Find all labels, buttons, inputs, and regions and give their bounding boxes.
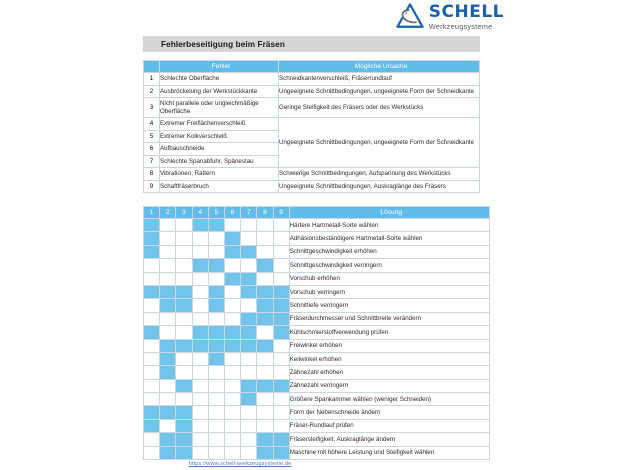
matrix-cell-r11-c9 [273,352,289,365]
matrix-cell-r9-c1 [144,326,160,339]
fault-description: Vibrationen, Rattern [160,168,279,181]
page-footer [0,452,620,470]
matrix-cell-r17-c7 [241,433,257,446]
matrix-column-header-9: 9 [273,207,289,219]
matrix-cell-r12-c8 [257,366,273,379]
matrix-cell-r15-c4 [192,406,208,419]
table-row [144,406,490,419]
matrix-column-header-3: 3 [176,207,192,219]
matrix-cell-r7-c8 [257,299,273,312]
schell-triangle-logo-icon [396,3,424,31]
matrix-cell-r1-c2 [160,219,176,232]
matrix-cell-r16-c5 [208,419,224,432]
matrix-column-header-2: 2 [160,207,176,219]
table-row [144,352,490,365]
matrix-cell-r5-c9 [273,272,289,285]
matrix-cell-r2-c3 [176,232,192,245]
matrix-cell-r4-c8 [257,259,273,272]
column-header-fault-label: Fehler [211,63,231,70]
matrix-cell-r17-c6 [224,433,240,446]
matrix-cell-r12-c7 [241,366,257,379]
matrix-cell-r2-c5 [208,232,224,245]
matrix-cell-r3-c4 [192,245,208,258]
matrix-cell-r4-c5 [208,259,224,272]
table-row [144,219,490,232]
matrix-cell-r1-c1 [144,219,160,232]
column-header-solution-label: Lösung [380,209,402,216]
matrix-cell-r9-c5 [208,326,224,339]
fault-row-number: 8 [144,168,160,181]
matrix-cell-r14-c7 [241,393,257,406]
matrix-cell-r14-c4 [192,393,208,406]
matrix-cell-r7-c5 [208,299,224,312]
matrix-cell-r7-c7 [241,299,257,312]
matrix-cell-r10-c9 [273,339,289,352]
matrix-cell-r17-c4 [192,433,208,446]
column-header-index [144,61,160,73]
matrix-cell-r17-c3 [176,433,192,446]
matrix-cell-r5-c7 [241,272,257,285]
matrix-cell-r5-c5 [208,272,224,285]
page-title-bar [143,36,480,52]
matrix-cell-r9-c6 [224,326,240,339]
table-row [144,393,490,406]
fault-description: Nicht parallele oder ungleichmäßige Oberfläche [160,98,279,118]
matrix-cell-r6-c5 [208,285,224,298]
column-header-cause [279,61,480,73]
matrix-cell-r16-c3 [176,419,192,432]
matrix-cell-r17-c1 [144,433,160,446]
matrix-column-header-6: 6 [224,207,240,219]
matrix-cell-r14-c2 [160,393,176,406]
solution-description: Vorschub verringern [289,285,489,298]
cause-description: Schwierige Schnittbedingungen, Aufspannung des Werkstücks [279,168,480,181]
matrix-cell-r6-c7 [241,285,257,298]
matrix-cell-r13-c4 [192,379,208,392]
fault-description: Aufbauschneide [160,143,279,156]
matrix-cell-r10-c7 [241,339,257,352]
solution-description: Schnittgeschwindigkeit erhöhen [289,245,489,258]
fault-description: Schlechte Spanabfuhr, Spänestau [160,155,279,168]
matrix-cell-r4-c7 [241,259,257,272]
matrix-cell-r3-c3 [176,245,192,258]
solution-description: Größere Spankammer wählen (weniger Schneiden) [289,393,489,406]
table-row [144,85,480,98]
matrix-cell-r10-c3 [176,339,192,352]
matrix-column-header-8: 8 [257,207,273,219]
matrix-cell-r15-c1 [144,406,160,419]
matrix-cell-r4-c2 [160,259,176,272]
matrix-cell-r1-c6 [224,219,240,232]
matrix-cell-r5-c6 [224,272,240,285]
table-row [144,433,490,446]
matrix-cell-r12-c5 [208,366,224,379]
solution-description: Form der Nebenschneide ändern [289,406,489,419]
fault-row-number: 5 [144,130,160,143]
matrix-cell-r15-c2 [160,406,176,419]
fault-description: Schaftfräserbruch [160,180,279,193]
fault-description: Ausbröckelung der Werkstückkante [160,85,279,98]
matrix-cell-r16-c8 [257,419,273,432]
matrix-cell-r3-c1 [144,245,160,258]
matrix-cell-r4-c1 [144,259,160,272]
matrix-cell-r13-c3 [176,379,192,392]
matrix-cell-r8-c3 [176,312,192,325]
matrix-cell-r6-c4 [192,285,208,298]
matrix-cell-r16-c4 [192,419,208,432]
matrix-cell-r8-c4 [192,312,208,325]
matrix-cell-r7-c3 [176,299,192,312]
matrix-cell-r15-c3 [176,406,192,419]
matrix-cell-r8-c5 [208,312,224,325]
matrix-cell-r3-c8 [257,245,273,258]
matrix-cell-r2-c2 [160,232,176,245]
solution-description: Fräserdurchmesser und Schnittbreite verändern [289,312,489,325]
brand-name: SCHELL [428,1,504,22]
table-row [144,98,480,118]
table-row [144,419,490,432]
matrix-cell-r7-c1 [144,299,160,312]
matrix-cell-r10-c2 [160,339,176,352]
matrix-cell-r13-c9 [273,379,289,392]
matrix-cell-r11-c2 [160,352,176,365]
solution-description: Zähnezahl verringern [289,379,489,392]
matrix-cell-r9-c2 [160,326,176,339]
matrix-cell-r13-c6 [224,379,240,392]
solution-description: Fräser-Rundlauf prüfen [289,419,489,432]
table-row [144,232,490,245]
matrix-cell-r15-c7 [241,406,257,419]
matrix-cell-r8-c8 [257,312,273,325]
fault-row-number: 9 [144,180,160,193]
solution-description: Vorschub erhöhen [289,272,489,285]
matrix-cell-r10-c8 [257,339,273,352]
matrix-cell-r10-c6 [224,339,240,352]
matrix-column-header-7: 7 [241,207,257,219]
matrix-cell-r5-c4 [192,272,208,285]
matrix-cell-r3-c5 [208,245,224,258]
solution-description: Fräsersteifigkeit, Auskraglänge ändern [289,433,489,446]
matrix-cell-r10-c4 [192,339,208,352]
matrix-cell-r16-c1 [144,419,160,432]
matrix-cell-r13-c8 [257,379,273,392]
cause-description: Ungeeignete Schnittbedingungen, ungeeignete Form der Schneidkante [279,85,480,98]
matrix-cell-r16-c2 [160,419,176,432]
matrix-cell-r7-c4 [192,299,208,312]
matrix-cell-r2-c7 [241,232,257,245]
matrix-cell-r8-c7 [241,312,257,325]
fault-description: Schlechte Oberfläche [160,73,279,86]
matrix-cell-r15-c9 [273,406,289,419]
fault-row-number: 4 [144,118,160,131]
matrix-cell-r7-c2 [160,299,176,312]
page-header [0,0,620,33]
matrix-cell-r12-c3 [176,366,192,379]
matrix-cell-r10-c1 [144,339,160,352]
matrix-cell-r17-c2 [160,433,176,446]
matrix-cell-r3-c7 [241,245,257,258]
solution-description: Kühlschmierstoffverwendung prüfen [289,326,489,339]
matrix-cell-r6-c9 [273,285,289,298]
table-row [144,118,480,131]
matrix-cell-r11-c7 [241,352,257,365]
matrix-cell-r16-c7 [241,419,257,432]
brand-logo [396,3,504,31]
table-header-row [144,61,480,73]
matrix-cell-r5-c1 [144,272,160,285]
matrix-cell-r8-c6 [224,312,240,325]
matrix-column-header-1: 1 [144,207,160,219]
matrix-cell-r17-c9 [273,433,289,446]
matrix-cell-r5-c3 [176,272,192,285]
matrix-cell-r10-c5 [208,339,224,352]
matrix-cell-r8-c2 [160,312,176,325]
table-row [144,326,490,339]
solution-description: Adhäsionsbeständigere Hartmetall-Sorte wählen [289,232,489,245]
fault-row-number: 2 [144,85,160,98]
matrix-cell-r11-c1 [144,352,160,365]
cause-description: Schneidkantenverschleiß, Fräserrundlauf [279,73,480,86]
matrix-cell-r2-c8 [257,232,273,245]
matrix-cell-r9-c7 [241,326,257,339]
matrix-cell-r11-c8 [257,352,273,365]
matrix-cell-r14-c1 [144,393,160,406]
fault-row-number: 6 [144,143,160,156]
fault-row-number: 3 [144,98,160,118]
matrix-cell-r12-c9 [273,366,289,379]
solution-description: Keilwinkel erhöhen [289,352,489,365]
cause-description: Ungeeignete Schnittbedingungen, ungeeignete Form der Schneidkante [279,118,480,168]
matrix-cell-r1-c5 [208,219,224,232]
table-row [144,339,490,352]
column-header-fault [160,61,279,73]
brand-tagline: Werkzeugsysteme [428,21,493,31]
matrix-cell-r2-c6 [224,232,240,245]
table-row [144,180,480,193]
cause-description: Ungeeignete Schnittbedingungen, Auskraglänge des Fräsers [279,180,480,193]
table-row [144,312,490,325]
matrix-cell-r12-c1 [144,366,160,379]
matrix-cell-r4-c4 [192,259,208,272]
matrix-cell-r9-c9 [273,326,289,339]
matrix-cell-r13-c7 [241,379,257,392]
matrix-cell-r12-c4 [192,366,208,379]
solution-description: Schnittgeschwindigkeit verringern [289,259,489,272]
matrix-cell-r12-c6 [224,366,240,379]
matrix-column-header-5: 5 [208,207,224,219]
solution-description: Freiwinkel erhöhen [289,339,489,352]
matrix-cell-r17-c5 [208,433,224,446]
matrix-cell-r6-c2 [160,285,176,298]
matrix-cell-r8-c9 [273,312,289,325]
matrix-cell-r12-c2 [160,366,176,379]
matrix-cell-r4-c3 [176,259,192,272]
table-row [144,73,480,86]
matrix-cell-r2-c4 [192,232,208,245]
matrix-cell-r6-c8 [257,285,273,298]
solution-description: Härtere Hartmetall-Sorte wählen [289,219,489,232]
table-row [144,379,490,392]
matrix-cell-r8-c1 [144,312,160,325]
matrix-cell-r5-c8 [257,272,273,285]
matrix-cell-r1-c9 [273,219,289,232]
matrix-cell-r14-c8 [257,393,273,406]
matrix-cell-r17-c8 [257,433,273,446]
table-row [144,299,490,312]
matrix-cell-r7-c9 [273,299,289,312]
matrix-cell-r9-c8 [257,326,273,339]
matrix-cell-r14-c9 [273,393,289,406]
fault-description: Extremer Freiflächenverschleiß [160,118,279,131]
table-row [144,366,490,379]
matrix-cell-r13-c1 [144,379,160,392]
matrix-cell-r2-c9 [273,232,289,245]
matrix-cell-r15-c6 [224,406,240,419]
table-row [144,272,490,285]
matrix-cell-r6-c6 [224,285,240,298]
fault-row-number: 1 [144,73,160,86]
matrix-cell-r7-c6 [224,299,240,312]
solution-description: Schnittiefe verringern [289,299,489,312]
matrix-cell-r1-c7 [241,219,257,232]
matrix-cell-r11-c5 [208,352,224,365]
column-header-solution [289,207,489,219]
matrix-cell-r3-c9 [273,245,289,258]
cause-description: Geringe Steifigkeit des Fräsers oder des Werkstücks [279,98,480,118]
matrix-cell-r14-c3 [176,393,192,406]
matrix-cell-r13-c2 [160,379,176,392]
matrix-cell-r1-c3 [176,219,192,232]
fault-description: Extremer Kolkverschleiß [160,130,279,143]
matrix-cell-r13-c5 [208,379,224,392]
footer-url-link[interactable]: https://www.schell-werkzeugsysteme.de [188,461,292,467]
matrix-cell-r4-c9 [273,259,289,272]
fault-row-number: 7 [144,155,160,168]
table-row [144,259,490,272]
page-title: Fehlerbeseitigung beim Fräsen [161,39,285,49]
matrix-cell-r16-c6 [224,419,240,432]
matrix-cell-r9-c4 [192,326,208,339]
solution-description: Zähnezahl erhöhen [289,366,489,379]
matrix-cell-r11-c3 [176,352,192,365]
fault-cause-table [143,60,480,193]
matrix-cell-r15-c5 [208,406,224,419]
matrix-column-header-4: 4 [192,207,208,219]
matrix-cell-r6-c1 [144,285,160,298]
column-header-cause-label: Mögliche Ursache [354,63,408,70]
matrix-cell-r14-c6 [224,393,240,406]
matrix-cell-r5-c2 [160,272,176,285]
matrix-cell-r2-c1 [144,232,160,245]
matrix-cell-r11-c4 [192,352,208,365]
brand-wordmark [428,1,504,31]
matrix-cell-r14-c5 [208,393,224,406]
matrix-cell-r6-c3 [176,285,192,298]
matrix-cell-r15-c8 [257,406,273,419]
matrix-cell-r1-c4 [192,219,208,232]
solution-matrix-table [143,206,490,460]
table-row [144,285,490,298]
matrix-header-row [144,207,490,219]
table-row [144,168,480,181]
matrix-cell-r1-c8 [257,219,273,232]
matrix-cell-r3-c6 [224,245,240,258]
solution-description: Maschine mit höhere Leistung und Steifigkeit wählen [289,446,489,459]
matrix-cell-r4-c6 [224,259,240,272]
matrix-cell-r9-c3 [176,326,192,339]
matrix-cell-r11-c6 [224,352,240,365]
matrix-cell-r3-c2 [160,245,176,258]
matrix-cell-r16-c9 [273,419,289,432]
table-row [144,245,490,258]
